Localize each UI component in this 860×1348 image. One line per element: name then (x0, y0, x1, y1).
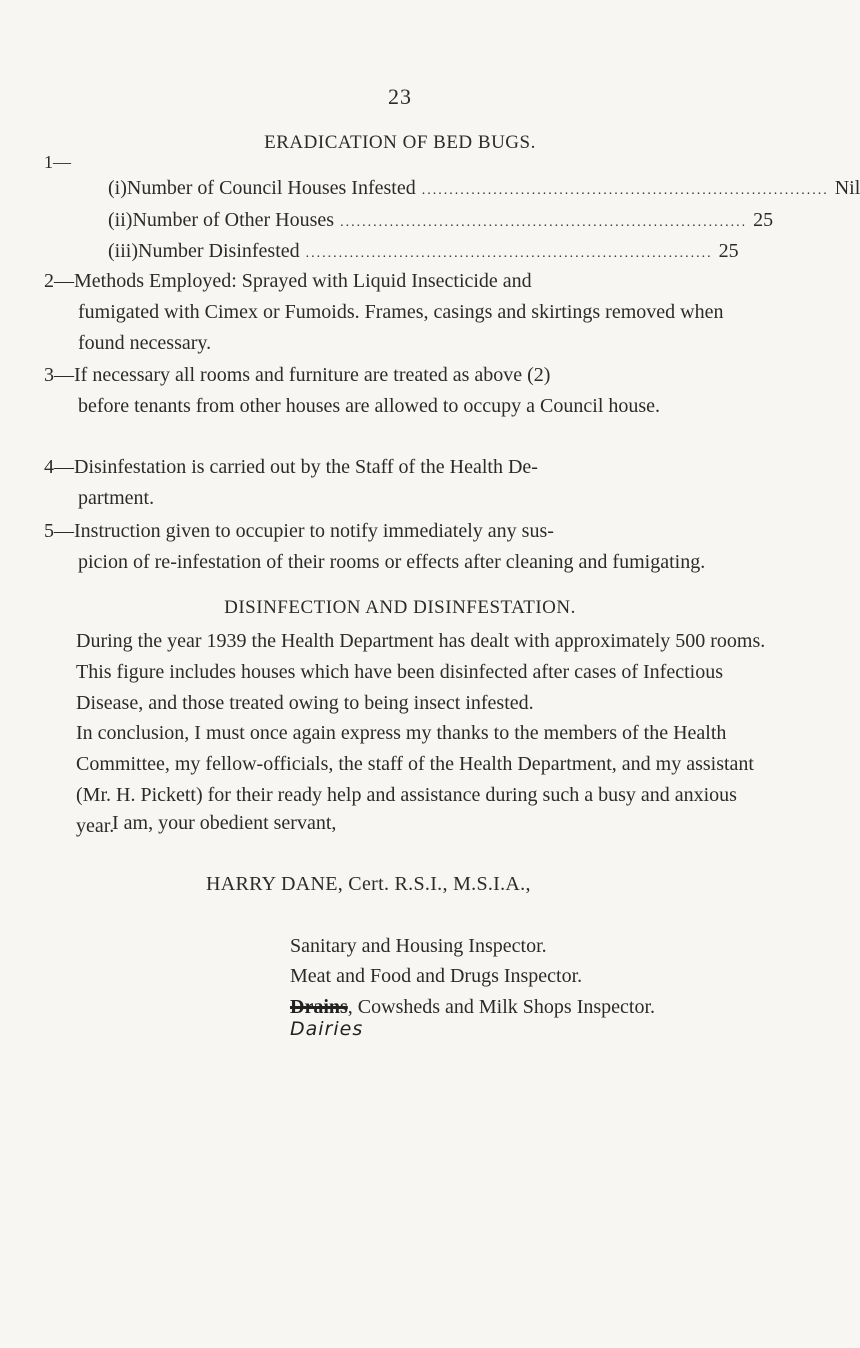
title-line: Sanitary and Housing Inspector. (290, 935, 547, 957)
item-5-first-line: 5—Instruction given to occupier to notify immediately any sus- (44, 520, 554, 542)
list-value: 25 (753, 209, 774, 231)
section-heading-bed-bugs: ERADICATION OF BED BUGS. (264, 132, 536, 153)
list-row (108, 206, 774, 237)
item-4-paragraph (44, 452, 764, 514)
title-line (290, 993, 655, 1021)
item-5-continuation: picion of re-infestation of their rooms or effects after cleaning and fumigating. (78, 551, 706, 573)
list-index: (ii) (108, 209, 133, 231)
title-line: Meat and Food and Drugs Inspector. (290, 965, 583, 987)
closing-salutation: I am, your obedient servant, (112, 812, 337, 834)
item-2-continuation: fumigated with Cimex or Fumoids. Frames, casings and skirtings removed when found necessary. (78, 301, 724, 354)
section-heading-disinfection: DISINFECTION AND DISINFESTATION. (224, 597, 576, 618)
item-3-paragraph (44, 360, 764, 422)
list-row (108, 174, 860, 205)
item-2-first-line: 2—Methods Employed: Sprayed with Liquid Insecticide and (44, 270, 532, 292)
item-3-continuation: before tenants from other houses are allowed to occupy a Council house. (78, 395, 661, 417)
list-index: (i) (108, 177, 127, 199)
item-2-paragraph (44, 266, 764, 359)
struck-word: Drains (290, 996, 348, 1018)
signature-name: HARRY DANE, Cert. R.S.I., M.S.I.A., (206, 873, 531, 895)
item-5-paragraph (44, 516, 764, 578)
item-1-number: 1— (44, 152, 71, 172)
list-row (108, 237, 739, 268)
page-number: 23 (388, 84, 412, 109)
handwritten-correction: Dairies (290, 1018, 364, 1040)
list-label: Number of Other Houses (132, 209, 335, 231)
leader-dots: .......................................................................... (421, 183, 829, 198)
list-value: 25 (718, 240, 739, 262)
title-line-rest: , Cowsheds and Milk Shops Inspector. (347, 996, 656, 1018)
list-value: Nil (834, 177, 860, 199)
list-label: Number Disinfested (138, 240, 300, 262)
item-4-first-line: 4—Disinfestation is carried out by the Staff of the Health De- (44, 456, 538, 478)
conclusion-paragraph: In conclusion, I must once again express my thanks to the members of the Health Committee, my fellow-officials, the staff of the Health Department, and my assistant (Mr. H. Pickett) for their ready help and assistance during such a busy and anxious year. (76, 722, 754, 837)
item-3-first-line: 3—If necessary all rooms and furniture are treated as above (2) (44, 364, 551, 386)
list-index: (iii) (108, 240, 138, 262)
leader-dots: .......................................................................... (305, 246, 713, 261)
disinfection-paragraph: During the year 1939 the Health Department has dealt with approximately 500 rooms. This figure includes houses which have been disinfected after cases of Infectious Disease, and those treated owing to being insect infested. (76, 630, 766, 714)
leader-dots: .......................................................................... (340, 215, 748, 230)
list-label: Number of Council Houses Infested (126, 177, 416, 199)
item-4-continuation: partment. (78, 487, 155, 509)
